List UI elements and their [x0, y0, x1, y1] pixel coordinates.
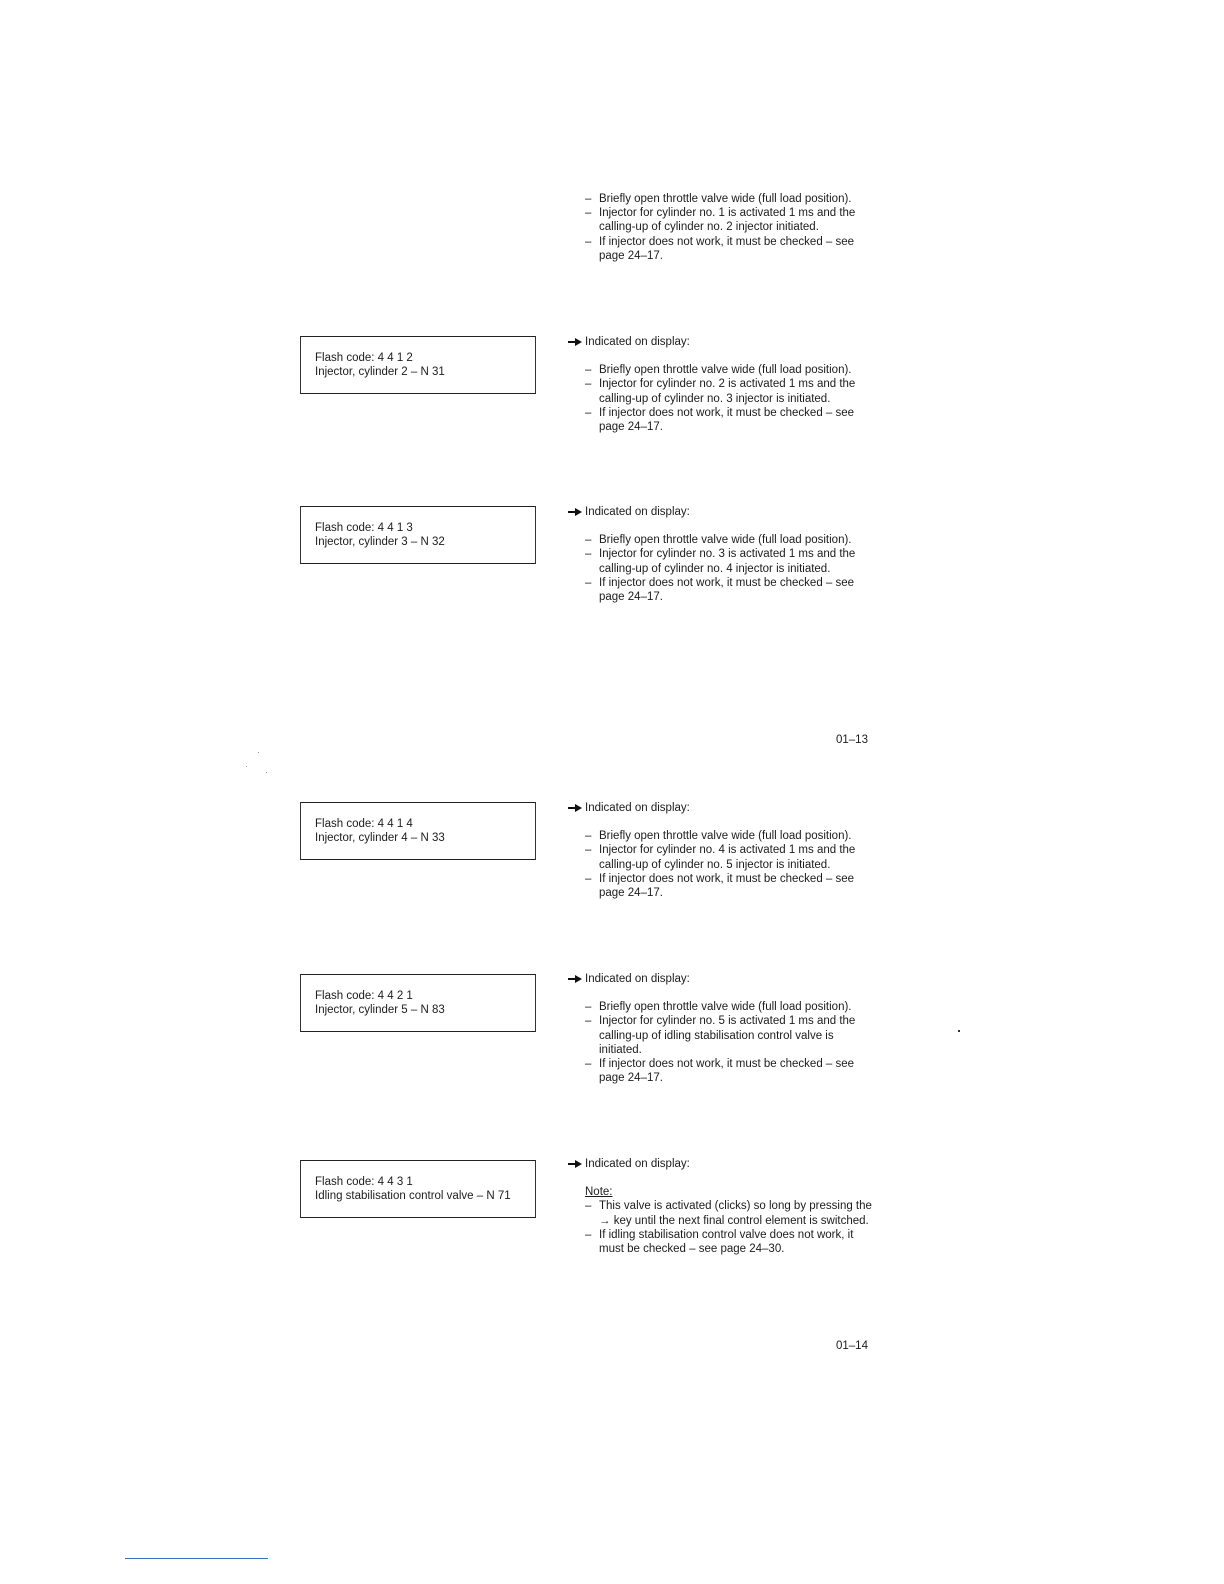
indicated-on-display — [568, 1157, 888, 1171]
step-list — [568, 363, 888, 434]
flash-code-box-4414 — [300, 802, 536, 860]
step-item: – If injector does not work, it must be checked – see page 24–17. — [585, 235, 875, 263]
flash-code-box-4413 — [300, 506, 536, 564]
indicated-label: Indicated on display: — [585, 973, 690, 985]
display-instructions-4414 — [568, 801, 888, 900]
scan-speck — [258, 752, 259, 753]
step-item: – If injector does not work, it must be checked – see page 24–17. — [585, 576, 875, 604]
arrow-right-icon — [568, 804, 582, 812]
arrow-right-icon — [568, 1160, 582, 1168]
flash-code-box-4421 — [300, 974, 536, 1032]
top-instructions — [568, 192, 888, 263]
flash-code: Flash code: 4 4 1 4 — [315, 818, 413, 830]
step-item: – Briefly open throttle valve wide (full load position). — [585, 363, 857, 377]
step-item: – Injector for cylinder no. 5 is activated 1 ms and the calling-up of idling stabilisation control valve is initiated. — [585, 1014, 863, 1057]
indicated-label: Indicated on display: — [585, 1158, 690, 1170]
step-item: – Injector for cylinder no. 4 is activated 1 ms and the calling-up of cylinder no. 5 injector is initiated. — [585, 843, 869, 871]
display-instructions-4412 — [568, 335, 888, 434]
step-item: – Injector for cylinder no. 3 is activated 1 ms and the calling-up of cylinder no. 4 injector is initiated. — [585, 547, 869, 575]
arrow-right-icon — [568, 508, 582, 516]
scan-speck — [958, 1030, 960, 1032]
flash-code: Flash code: 4 4 2 1 — [315, 990, 413, 1002]
component-name: Injector, cylinder 2 – N 31 — [315, 366, 445, 378]
indicated-on-display — [568, 972, 888, 986]
indicated-on-display — [568, 801, 888, 815]
flash-code: Flash code: 4 4 1 3 — [315, 522, 413, 534]
step-item: – Briefly open throttle valve wide (full load position). — [585, 829, 857, 843]
scan-speck — [266, 772, 267, 773]
display-instructions-4431 — [568, 1157, 888, 1256]
indicated-label: Indicated on display: — [585, 336, 690, 348]
step-item: – Briefly open throttle valve wide (full load position). — [585, 192, 857, 206]
component-name: Injector, cylinder 4 – N 33 — [315, 832, 445, 844]
display-instructions-4421 — [568, 972, 888, 1085]
component-name: Idling stabilisation control valve – N 71 — [315, 1190, 511, 1202]
step-item: – If injector does not work, it must be checked – see page 24–17. — [585, 1057, 875, 1085]
step-list — [568, 829, 888, 900]
arrow-right-icon — [568, 975, 582, 983]
indicated-label: Indicated on display: — [585, 506, 690, 518]
indicated-on-display — [568, 335, 888, 349]
flash-code-box-4431 — [300, 1160, 536, 1218]
step-list — [568, 1199, 888, 1256]
component-name: Injector, cylinder 3 – N 32 — [315, 536, 445, 548]
step-item: – This valve is activated (clicks) so long by pressing the → key until the next final control element is switched. — [585, 1199, 875, 1227]
note-title: Note: — [585, 1186, 613, 1199]
step-item: – Injector for cylinder no. 2 is activated 1 ms and the calling-up of cylinder no. 3 injector is initiated. — [585, 377, 869, 405]
step-item: – Briefly open throttle valve wide (full load position). — [585, 1000, 857, 1014]
footer-rule — [125, 1558, 268, 1559]
step-item: – If idling stabilisation control valve does not work, it must be checked – see page 24–30. — [585, 1228, 875, 1256]
step-item: – If injector does not work, it must be checked – see page 24–17. — [585, 406, 875, 434]
indicated-on-display — [568, 505, 888, 519]
step-list — [568, 533, 888, 604]
step-item: – Injector for cylinder no. 1 is activated 1 ms and the calling-up of cylinder no. 2 injector initiated. — [585, 206, 857, 234]
step-list — [568, 1000, 888, 1085]
step-list — [568, 192, 888, 263]
indicated-label: Indicated on display: — [585, 802, 690, 814]
page-number: 01–14 — [836, 1340, 868, 1352]
display-instructions-4413 — [568, 505, 888, 604]
flash-code-box-4412 — [300, 336, 536, 394]
step-item: – If injector does not work, it must be checked – see page 24–17. — [585, 872, 875, 900]
flash-code: Flash code: 4 4 3 1 — [315, 1176, 413, 1188]
scan-speck — [246, 766, 247, 767]
page-number: 01–13 — [836, 734, 868, 746]
arrow-right-icon — [568, 338, 582, 346]
flash-code: Flash code: 4 4 1 2 — [315, 352, 413, 364]
component-name: Injector, cylinder 5 – N 83 — [315, 1004, 445, 1016]
step-item: – Briefly open throttle valve wide (full load position). — [585, 533, 857, 547]
